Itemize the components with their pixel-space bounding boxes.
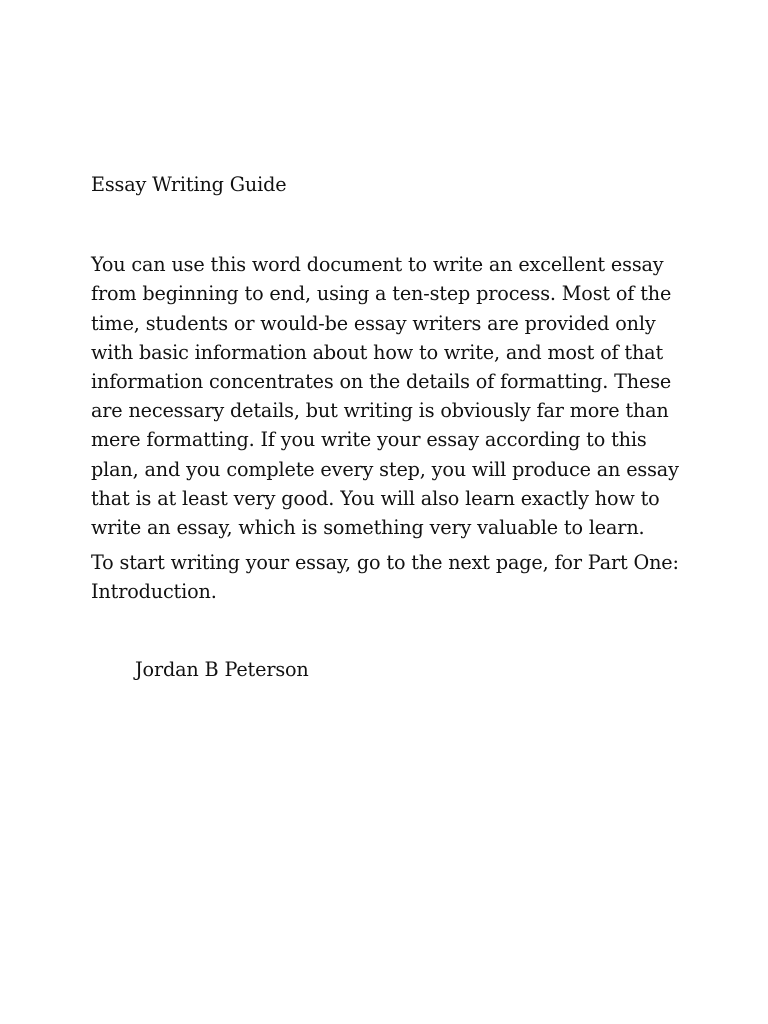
document-title: Essay Writing Guide bbox=[91, 173, 287, 196]
next-page-paragraph: To start writing your essay, go to the next page, for Part One: Introduction. bbox=[91, 551, 679, 604]
document-body bbox=[91, 170, 691, 684]
author-signature: Jordan B Peterson bbox=[135, 657, 309, 681]
intro-paragraph: You can use this word document to write an excellent essay from beginning to end, using a ten-step process. Most of the time, students or would-be essay writers are provided only with basic information about how to write, and most of that information concentrates on the details of formatting. These are necessary details, but writing is obviously far more than mere formatting. If you write your essay according to this plan, and you complete every step, you will produce an essay that is at least very good. You will also learn exactly how to write an essay, which is something very valuable to learn. bbox=[91, 253, 679, 540]
